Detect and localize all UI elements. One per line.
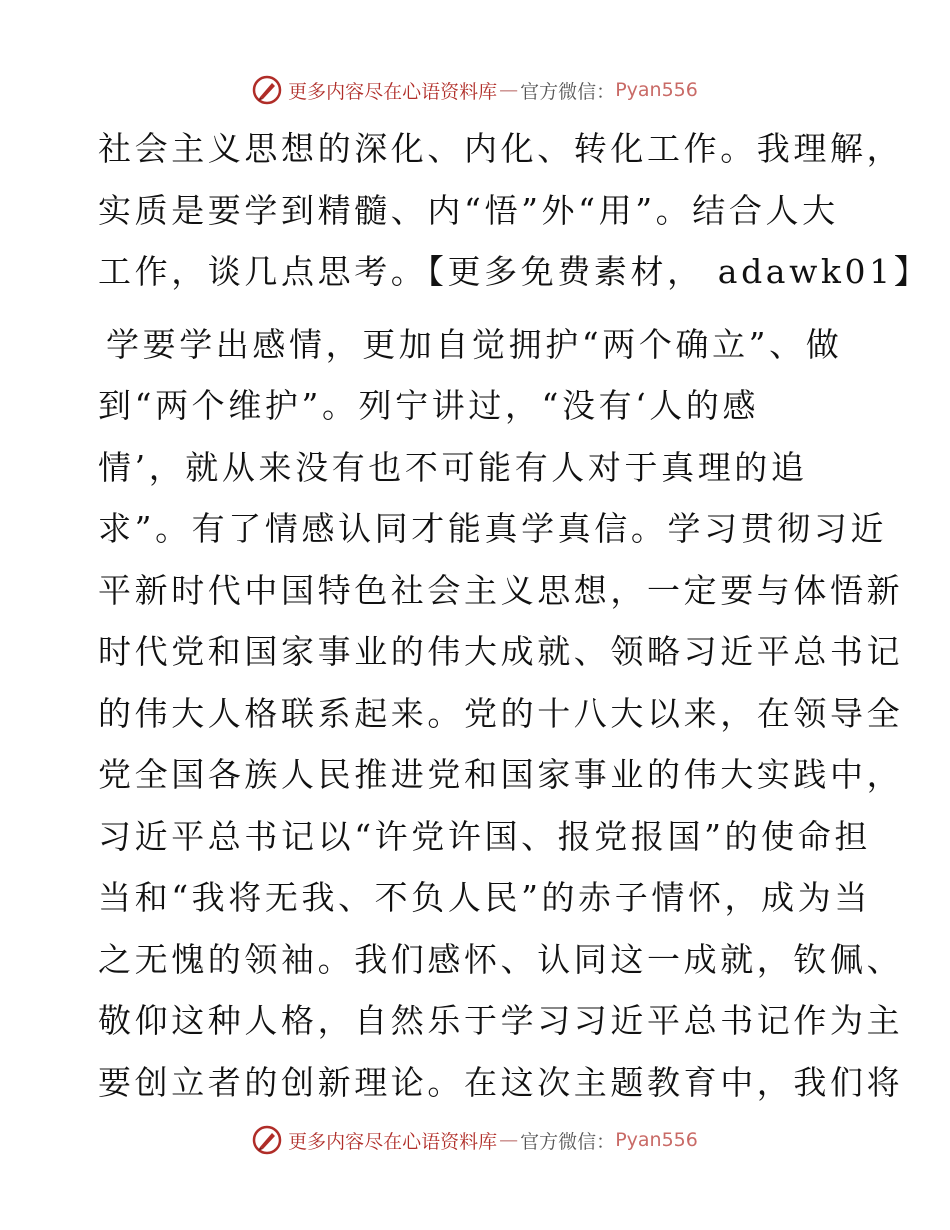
text-line: 情’，就从来没有也不可能有人对于真理的追 <box>98 447 808 487</box>
text-line: 时代党和国家事业的伟大成就、领略习近平总书记 <box>98 632 904 671</box>
text-line: 敬仰这种人格，自然乐于学习习近平总书记作为主 <box>98 1001 904 1040</box>
text-line: 学要学出感情，更加自觉拥护“两个确立”、做 <box>106 324 843 364</box>
header-dash: — <box>499 79 519 101</box>
text-line: 习近平总书记以“许党许国、报党报国”的使命担 <box>98 816 871 856</box>
text-line: 之无愧的领袖。我们感怀、认同这一成就，钦佩、 <box>98 939 904 979</box>
text-line: 党全国各族人民推进党和国家事业的伟大实践中， <box>98 755 904 794</box>
header-wechat-label: 官方微信： <box>520 80 616 103</box>
text-line: 平新时代中国特色社会主义思想，一定要与体悟新 <box>98 570 904 610</box>
footer-banner <box>0 1120 950 1160</box>
footer-wechat-id: Pyan556 <box>615 1129 698 1151</box>
pen-logo-icon <box>252 75 282 105</box>
footer-dash: — <box>499 1129 519 1151</box>
footer-wechat-label: 官方微信： <box>520 1130 616 1153</box>
text-line: 当和“我将无我、不负人民”的赤子情怀，成为当 <box>98 878 871 917</box>
pen-logo-icon <box>252 1125 282 1155</box>
text-line: 社会主义思想的深化、内化、转化工作。我理解， <box>98 129 904 168</box>
text-line: 求”。有了情感认同才能真学真信。学习贯彻习近 <box>98 509 888 548</box>
text-line: 工作，谈几点思考。【更多免费素材， adawk01】 <box>98 252 931 291</box>
text-line: 实质是要学到精髓、内“悟”外“用”。结合人大 <box>98 190 839 230</box>
footer-site-text: 更多内容尽在心语资料库 <box>288 1130 498 1153</box>
document-body <box>98 118 931 1113</box>
header-banner <box>0 70 950 110</box>
text-line: 要创立者的创新理论。在这次主题教育中，我们将 <box>98 1062 904 1102</box>
paragraph-1 <box>98 118 931 303</box>
text-line: 的伟大人格联系起来。党的十八大以来，在领导全 <box>98 693 904 733</box>
text-line: 到“两个维护”。列宁讲过，“没有‘人的感 <box>98 386 760 425</box>
paragraph-2 <box>98 314 904 1114</box>
header-site-text: 更多内容尽在心语资料库 <box>288 80 498 103</box>
header-wechat-id: Pyan556 <box>615 79 698 101</box>
